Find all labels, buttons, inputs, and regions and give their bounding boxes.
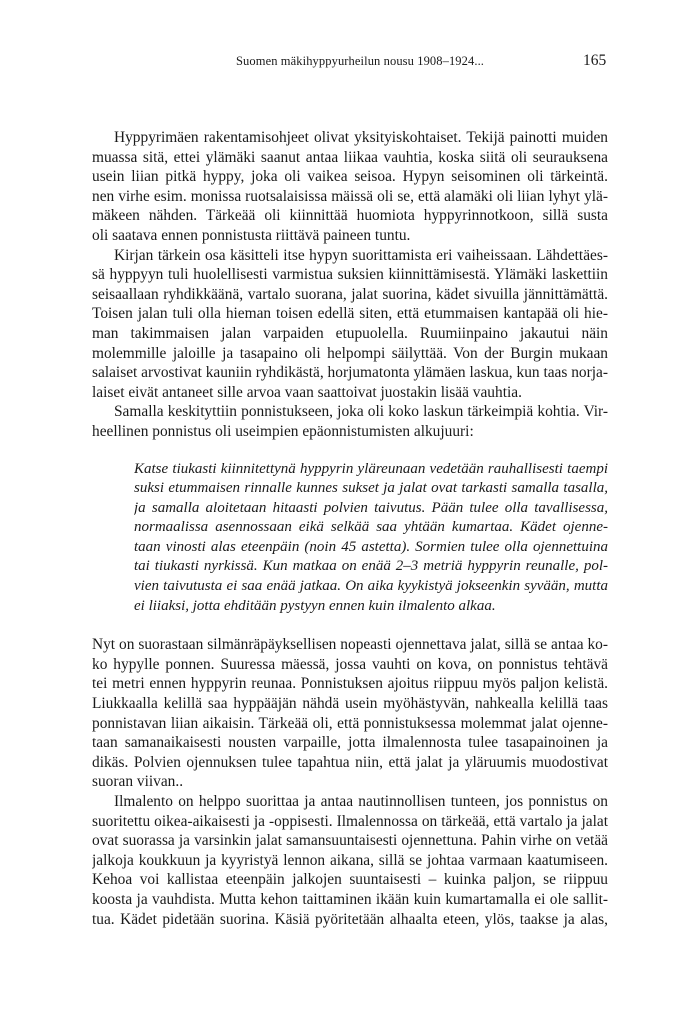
text-line: Toisen jalan tuli olla hieman toisen edellä siten, että etummaisen kantapää oli hie- [92, 305, 608, 323]
text-line: ponnistavan liian aikaisin. Tärkeää oli, että ponnistuksessa molemmat jalat ojenne- [92, 714, 608, 732]
running-title: Suomen mäkihyppyurheilun nousu 1908–1924... [236, 54, 485, 68]
quote-line: Katse tiukasti kiinnitettynä hyppyrin yläreunaan vedetään rauhallisesti taempi [134, 460, 608, 477]
quote-line: ei liiaksi, jotta ehditään pystyyn ennen kuin ilmalento alkaa. [134, 597, 496, 614]
text-line: Samalla keskityttiin ponnistukseen, joka oli koko laskun tärkeimpiä kohtia. Vir- [114, 403, 608, 421]
quote-line: normaalissa asennossaan eikä selkää saa yhtään kumartaa. Kädet ojenne- [134, 519, 608, 536]
paragraph-2 [92, 246, 608, 403]
text-line: Hyppyrimäen rakentamisohjeet olivat yksityiskohtaiset. Tekijä painotti muiden [114, 129, 608, 146]
text-line: ko hypylle ponnen. Suuressa mäessä, jossa vauhti on kova, on ponnistus tehtävä [92, 655, 608, 673]
body-text [92, 128, 608, 929]
text-line: suoritettu oikea-aikaisesti ja -oppisesti. Ilmalennossa on tärkeää, että vartalo ja jalat [92, 812, 608, 830]
running-head [0, 52, 700, 74]
text-line: Liukkaalla kelillä saa hyppääjän nähdä usein myöhästyvän, nahkealla kelillä taas [92, 695, 608, 713]
text-line: Ilmalento on helppo suorittaa ja antaa nautinnollisen tunteen, jos ponnistus on [114, 793, 608, 810]
quote-line: suksi etummaisen rinnalle kunnes sukset ja jalat ovat tarkasti samalla tasalla, [134, 480, 608, 497]
text-line: Kirjan tärkein osa käsitteli itse hypyn suorittamista eri vaiheissaan. Lähdettäes- [114, 246, 608, 264]
text-line: muassa sitä, ettei ylämäki saanut antaa liikaa vauhtia, koska siitä oli seurauksena [92, 148, 608, 166]
block-quote [134, 460, 608, 617]
text-line: nen virhe esim. monissa ruotsalaisissa mäissä oli se, että alamäki oli liian lyhyt ylä- [92, 187, 608, 205]
paragraph-1 [92, 128, 608, 246]
text-line: salaiset arvostivat kauniin ryhdikästä, horjumatonta ylämäen laskua, kun taas norja- [92, 364, 608, 382]
text-line: molemmille jaloille ja tasapaino oli helpompi säilyttää. Von der Burgin mukaan [92, 344, 608, 362]
text-line: suoran viivan.. [92, 773, 184, 791]
text-line: seisaallaan ryhdikkäänä, vartalo suorana, jalat suorina, kädet sivuilla jännittämättä. [92, 285, 608, 303]
text-line: mäkeen nähden. Tärkeää oli kiinnittää huomiota hyppyrinnotkoon, sillä susta [92, 207, 608, 225]
text-line: jalkoja koukkuun ja kyyristyä lennon aikana, sillä se johtaa varmaan kaatumiseen. [92, 851, 608, 869]
text-line: Kehoa voi kallistaa eteenpäin jalkojen suuntaisesti – kuinka paljon, se riippuu [92, 871, 608, 889]
quote-line: vien taivutusta ei saa enää jatkaa. On aika kyykistyä jokseenkin syvään, mutta [134, 578, 608, 595]
quote-line: ja samalla aloitetaan hitaasti polvien taivutus. Pään tulee olla tavallisessa, [134, 499, 608, 516]
quote-line: taan vinosti alas eteenpäin (noin 45 astetta). Sormien tulee olla ojennettuina [134, 538, 608, 555]
text-line: koosta ja vauhdista. Mutta kehon taittaminen ikään kuin kumartamalla ei ole sallit- [92, 890, 608, 908]
text-line: taan samanaikaisesti nousten varpaille, jotta ilmalennosta tulee tasapainoinen ja [92, 734, 608, 752]
paragraph-4 [92, 635, 608, 792]
text-line: laiset eivät antaneet sille arvoa vaan saattoivat juostakin lisää vauhtia. [92, 383, 522, 401]
text-line: ovat suorassa ja varsinkin jalat samansuuntaisesti ojennettuna. Pahin virhe on vetää [92, 832, 608, 850]
paragraph-5 [92, 792, 608, 929]
quote-line: tai tiukasti nyrkissä. Kun matkaa on enää 2–3 metriä hyppyrin reunalle, pol- [134, 558, 608, 575]
text-line: dikäs. Polvien ojennuksen tulee tapahtua niin, että jalat ja yläruumis muodostivat [92, 753, 608, 771]
text-line: tei metri ennen hyppyrin reunaa. Ponnistuksen ajoitus riippuu myös paljon kelistä. [92, 675, 608, 693]
text-line: usein liian pitkä hyppy, joka oli vaikea seisoa. Hypyn seisominen oli tärkeintä. [92, 168, 608, 186]
text-line: Nyt on suorastaan silmänräpäyksellisen nopeasti ojennettava jalat, sillä se antaa ko- [92, 636, 608, 654]
text-line: sä hyppyyn tuli huolellisesti varmistua suksien kiinnittämisestä. Ylämäki laskettiin [92, 266, 608, 284]
paragraph-3 [92, 402, 608, 441]
text-line: oli saatava ennen ponnistusta riittävä paineen tuntu. [92, 226, 411, 244]
text-line: heellinen ponnistus oli useimpien epäonnistumisten alkujuuri: [92, 422, 474, 440]
text-line: tua. Kädet pidetään suorina. Käsiä pyöritetään alhaalta eteen, ylös, taakse ja alas, [92, 910, 608, 928]
text-line: man takimmaisen jalan varpaiden etupuolella. Ruumiinpaino jakautui näin [92, 324, 608, 342]
page-number: 165 [583, 52, 607, 69]
